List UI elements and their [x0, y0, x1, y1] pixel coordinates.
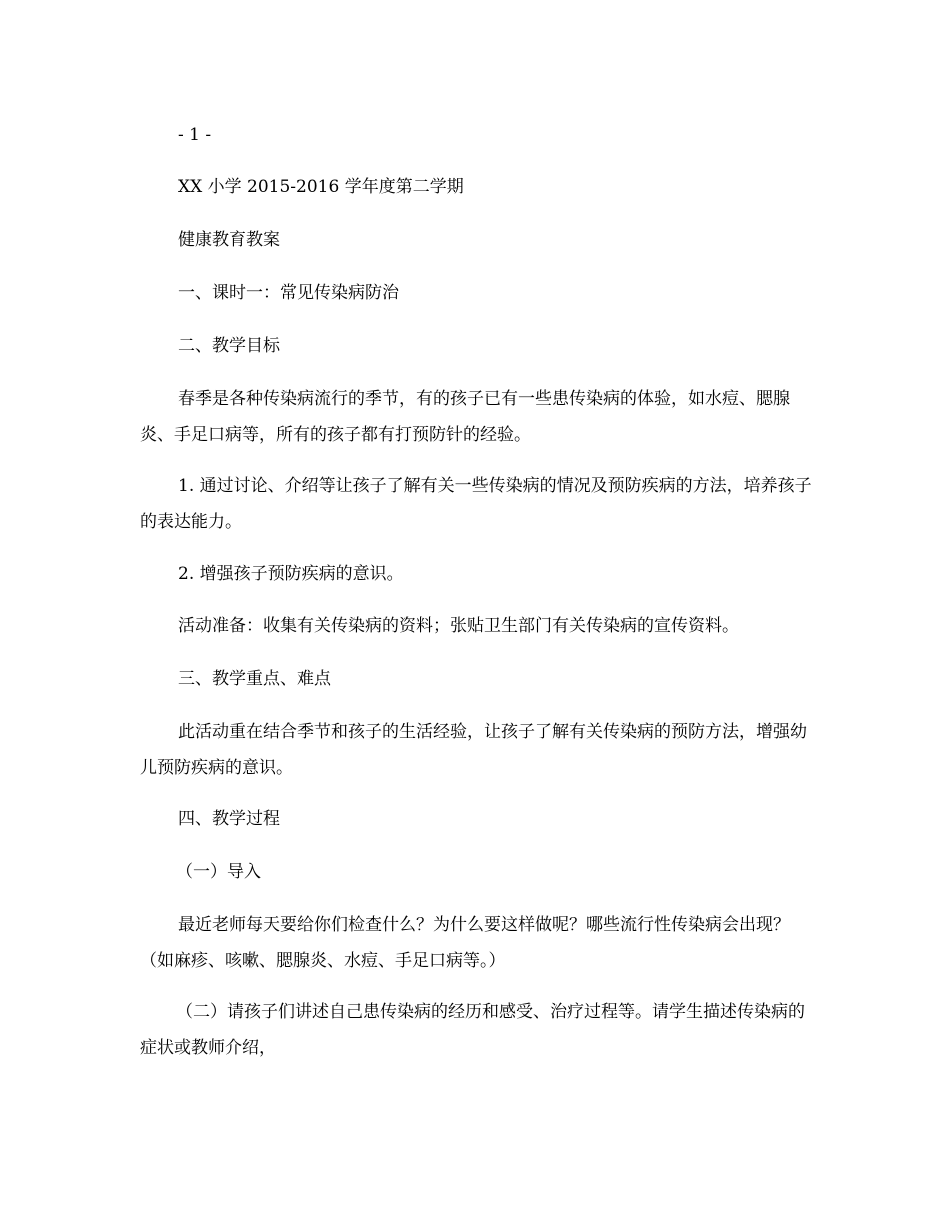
focus-paragraph: 此活动重在结合季节和孩子的生活经验，让孩子了解有关传染病的预防方法，增强幼儿预防疾病的意识。: [140, 722, 807, 778]
section-heading-3: 三、教学重点、难点: [178, 669, 331, 689]
section-heading-2: 二、教学目标: [178, 336, 280, 356]
section-heading-1: 一、课时一：常见传染病防治: [178, 283, 399, 303]
document-title: 健康教育教案: [178, 230, 280, 250]
school-term-heading: XX 小学 2015-2016 学年度第二学期: [178, 177, 464, 197]
intro-question-paragraph: 最近老师每天要给你们检查什么？为什么要这样做呢？哪些流行性传染病会出现？（如麻疹、咳嗽、腮腺炎、水痘、手足口病等。）: [140, 915, 790, 971]
document-page: [140, 0, 816, 1230]
step-2-paragraph: （二）请孩子们讲述自己患传染病的经历和感受、治疗过程等。请学生描述传染病的症状或教师介绍，: [140, 1002, 805, 1058]
page-number: - 1 -: [178, 125, 212, 145]
preparation-paragraph: 活动准备：收集有关传染病的资料；张贴卫生部门有关传染病的宣传资料。: [178, 616, 739, 636]
step-1-title: （一）导入: [176, 862, 261, 882]
intro-paragraph: 春季是各种传染病流行的季节，有的孩子已有一些患传染病的体验，如水痘、腮腺炎、手足口病等，所有的孩子都有打预防针的经验。: [140, 389, 790, 445]
goal-item-2: 2. 增强孩子预防疾病的意识。: [178, 564, 404, 584]
goal-item-1: 1. 通过讨论、介绍等让孩子了解有关一些传染病的情况及预防疾病的方法，培养孩子的表达能力。: [140, 476, 812, 532]
section-heading-4: 四、教学过程: [178, 809, 280, 829]
